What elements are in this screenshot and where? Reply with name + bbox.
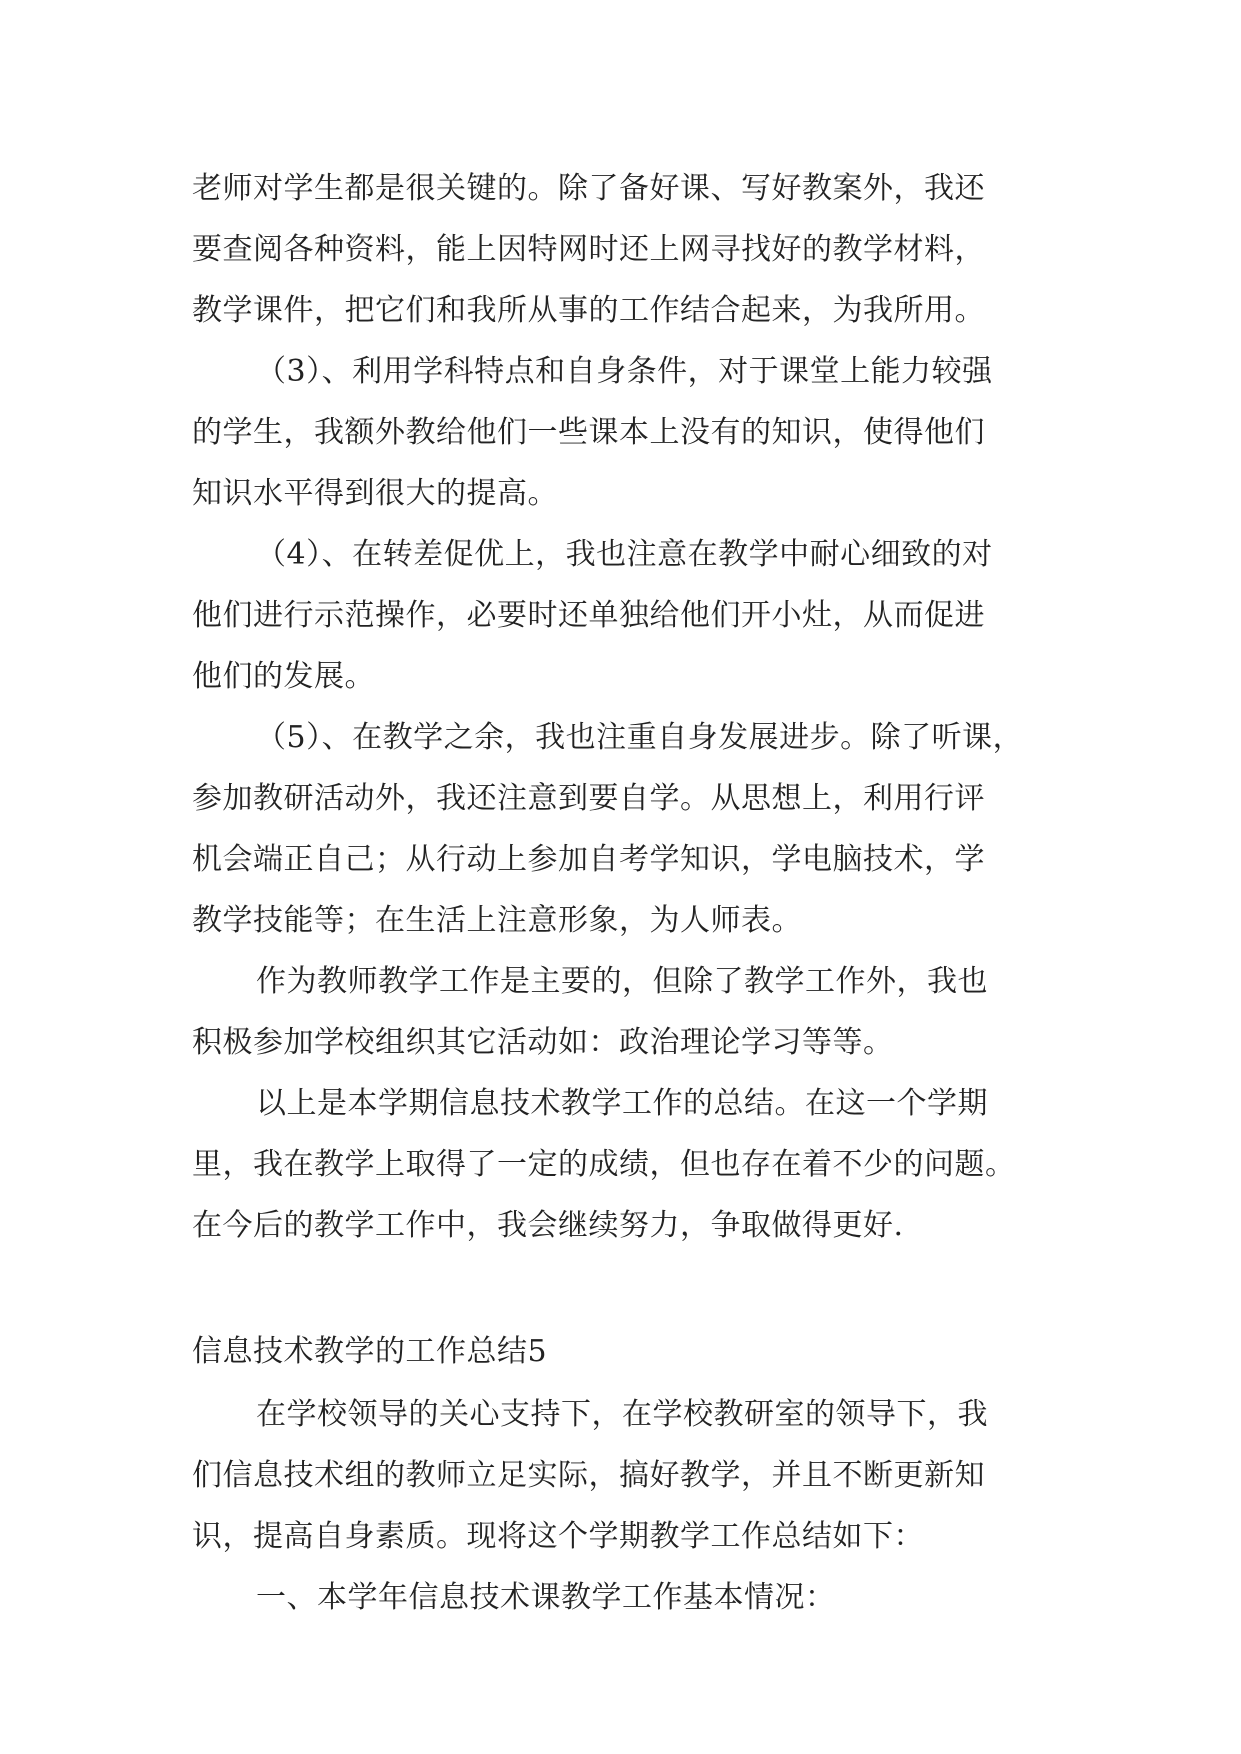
text-line: 知识水平得到很大的提高。 bbox=[192, 476, 558, 511]
text-line: 在今后的教学工作中，我会继续努力，争取做得更好. bbox=[192, 1208, 904, 1243]
paragraph-intro bbox=[192, 1384, 1072, 1567]
section-spacer bbox=[192, 1256, 1072, 1320]
paragraph-other-activities bbox=[192, 951, 1072, 1073]
text-line: （4）、在转差促优上，我也注意在教学中耐心细致的对 bbox=[256, 537, 993, 572]
text-line: 识，提高自身素质。现将这个学期教学工作总结如下： bbox=[192, 1519, 924, 1554]
text-line: 要查阅各种资料，能上因特网时还上网寻找好的教学材料， bbox=[192, 232, 985, 267]
document-body bbox=[192, 158, 1072, 1628]
text-line: 老师对学生都是很关键的。除了备好课、写好教案外，我还 bbox=[192, 171, 985, 206]
paragraph-conclusion bbox=[192, 1073, 1072, 1256]
text-line: 他们进行示范操作，必要时还单独给他们开小灶，从而促进 bbox=[192, 598, 985, 633]
paragraph-preparation bbox=[192, 158, 1072, 341]
paragraph-item-4 bbox=[192, 524, 1072, 707]
text-line: 里，我在教学上取得了一定的成绩，但也存在着不少的问题。 bbox=[192, 1147, 1016, 1182]
text-line: 的学生，我额外教给他们一些课本上没有的知识，使得他们 bbox=[192, 415, 985, 450]
text-line: 参加教研活动外，我还注意到要自学。从思想上，利用行评 bbox=[192, 781, 985, 816]
section-heading: 信息技术教学的工作总结5 bbox=[192, 1334, 548, 1369]
paragraph-item-3 bbox=[192, 341, 1072, 524]
paragraph-subheading bbox=[192, 1567, 1072, 1628]
text-line: 机会端正自己；从行动上参加自考学知识，学电脑技术，学 bbox=[192, 842, 985, 877]
text-line: （3）、利用学科特点和自身条件，对于课堂上能力较强 bbox=[256, 354, 993, 389]
paragraph-item-5 bbox=[192, 707, 1072, 951]
text-line: （5）、在教学之余，我也注重自身发展进步。除了听课， bbox=[256, 720, 1024, 755]
text-line: 他们的发展。 bbox=[192, 659, 375, 694]
text-line: 们信息技术组的教师立足实际，搞好教学，并且不断更新知 bbox=[192, 1458, 985, 1493]
text-line: 教学技能等；在生活上注意形象，为人师表。 bbox=[192, 903, 802, 938]
text-line: 教学课件，把它们和我所从事的工作结合起来，为我所用。 bbox=[192, 293, 985, 328]
text-line: 作为教师教学工作是主要的，但除了教学工作外，我也 bbox=[256, 964, 988, 999]
text-line: 一、本学年信息技术课教学工作基本情况： bbox=[256, 1580, 836, 1615]
text-line: 在学校领导的关心支持下，在学校教研室的领导下，我 bbox=[256, 1397, 988, 1432]
text-line: 积极参加学校组织其它活动如：政治理论学习等等。 bbox=[192, 1025, 894, 1060]
text-line: 以上是本学期信息技术教学工作的总结。在这一个学期 bbox=[256, 1086, 988, 1121]
